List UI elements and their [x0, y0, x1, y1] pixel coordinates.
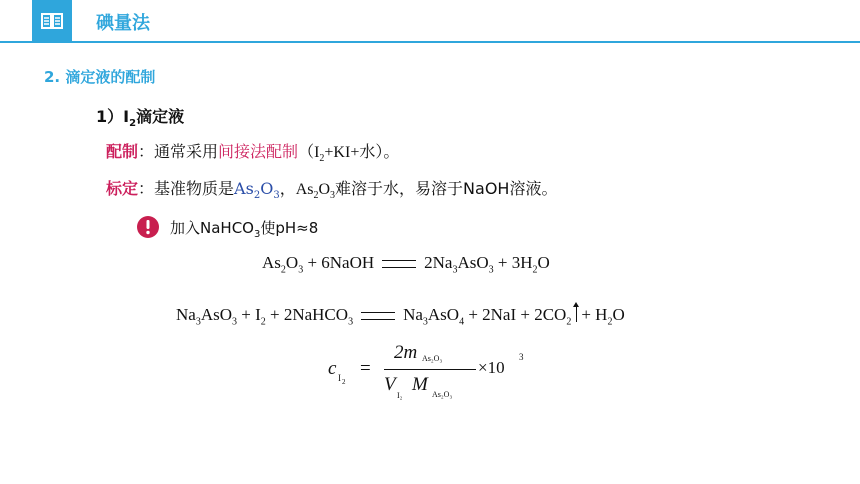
- eq2-t2: AsO: [200, 305, 232, 324]
- eq2-r3: 4: [459, 316, 465, 328]
- formula-den-m-sub: As₂O₃: [432, 390, 453, 399]
- equation-2: [176, 302, 625, 327]
- eq2-t0: Na: [176, 305, 196, 324]
- std-o: O: [260, 179, 274, 198]
- eq2-t1: 3: [195, 316, 201, 328]
- formula-numerator-sub: As₂O₃: [422, 354, 443, 363]
- note-text1: 加入NaHCO: [170, 219, 254, 237]
- std-text2: 难溶于水，易溶于NaOH溶液。: [335, 179, 558, 198]
- std-o-sub: 3: [273, 190, 280, 202]
- prep-method: 间接法配制: [218, 142, 299, 161]
- eq2-r5: 2: [566, 316, 572, 328]
- subsection-suffix: 滴定液: [136, 107, 185, 126]
- subsection-prefix-sub: 2: [129, 118, 137, 130]
- formula-equals: =: [360, 358, 371, 379]
- eq1-t3: 3: [298, 264, 304, 276]
- subsection-title: [96, 104, 184, 129]
- formula-den-v-sub: I₂: [397, 391, 403, 400]
- eq2-r2: AsO: [427, 305, 460, 324]
- std-o2-sub: 3: [330, 190, 336, 202]
- prep-colon: ：: [138, 142, 155, 161]
- note-sub: 3: [253, 229, 261, 240]
- eq1-t2: O: [285, 253, 299, 272]
- subsection-prefix: 1）I: [96, 107, 130, 126]
- eq2-t7: 3: [348, 316, 354, 328]
- header-divider: [0, 41, 860, 43]
- prep-text: 通常采用: [154, 142, 219, 161]
- eq1-r5: 2: [532, 264, 538, 276]
- formula-den-m: M: [412, 374, 428, 395]
- formula-numerator: 2m: [394, 342, 418, 363]
- eq2-r6: + H: [581, 305, 608, 324]
- eq2-t4: + I: [237, 305, 261, 324]
- prep-i: I: [314, 144, 320, 161]
- std-as-sub: 2: [253, 190, 261, 202]
- eq2-r8: O: [612, 305, 625, 324]
- eq2-r7: 2: [607, 316, 613, 328]
- eq1-t4: + 6NaOH: [303, 253, 375, 272]
- exclamation-icon: [137, 216, 159, 238]
- open-book-icon: [41, 12, 63, 30]
- concentration-formula: [328, 340, 538, 404]
- std-as2-sub: 2: [313, 190, 319, 202]
- header-icon-box: [32, 0, 72, 42]
- section-title: 2. 滴定液的配制: [44, 68, 156, 86]
- eq1-r0: 2Na: [424, 253, 453, 272]
- prep-paren: （: [298, 142, 315, 161]
- std-sep: ，: [279, 179, 296, 198]
- eq2-t5: 2: [260, 316, 266, 328]
- formula-exp: 3: [519, 352, 524, 362]
- std-colon: ：: [138, 179, 155, 198]
- prep-label: 配制: [106, 142, 139, 161]
- formula-c-sub: I: [338, 373, 341, 383]
- header-title: 碘量法: [96, 13, 150, 34]
- eq1-r4: + 3H: [493, 253, 533, 272]
- std-line: [106, 176, 557, 201]
- formula-c: c: [328, 358, 337, 379]
- eq1-r3: 3: [488, 264, 494, 276]
- eq1-t1: 2: [280, 264, 286, 276]
- note-text: [170, 217, 318, 240]
- prep-i-sub: 2: [319, 153, 325, 165]
- eq2-r4: + 2NaI + 2CO: [464, 305, 567, 324]
- eq2-t6: + 2NaHCO: [265, 305, 349, 324]
- eq1-r2: AsO: [457, 253, 489, 272]
- eq1-t0: As: [262, 253, 281, 272]
- std-o2: O: [318, 181, 331, 198]
- fraction-bar: [384, 369, 476, 370]
- std-text1: 基准物质是: [154, 179, 235, 198]
- std-as: As: [234, 179, 254, 198]
- equation-1: [262, 253, 550, 275]
- formula-times: ×10: [478, 358, 505, 377]
- note-text2: 使pH≈8: [260, 219, 319, 237]
- eq2-r1: 3: [422, 316, 428, 328]
- header-bar: [0, 0, 860, 44]
- prep-line: [106, 139, 399, 164]
- eq2-t3: 3: [232, 316, 237, 328]
- std-as2: As: [295, 181, 314, 198]
- eq2-r0: Na: [403, 305, 423, 324]
- eq1-r6: O: [537, 253, 550, 272]
- std-label: 标定: [106, 179, 139, 198]
- eq1-r1: 3: [452, 264, 458, 276]
- eq2-equals: [361, 312, 395, 320]
- gas-arrow-icon: [573, 302, 579, 322]
- eq1-equals: [382, 260, 416, 268]
- formula-den-v: V: [384, 374, 396, 395]
- formula-c-subsub: 2: [342, 378, 346, 386]
- prep-rest: +KI+水）。: [324, 144, 400, 161]
